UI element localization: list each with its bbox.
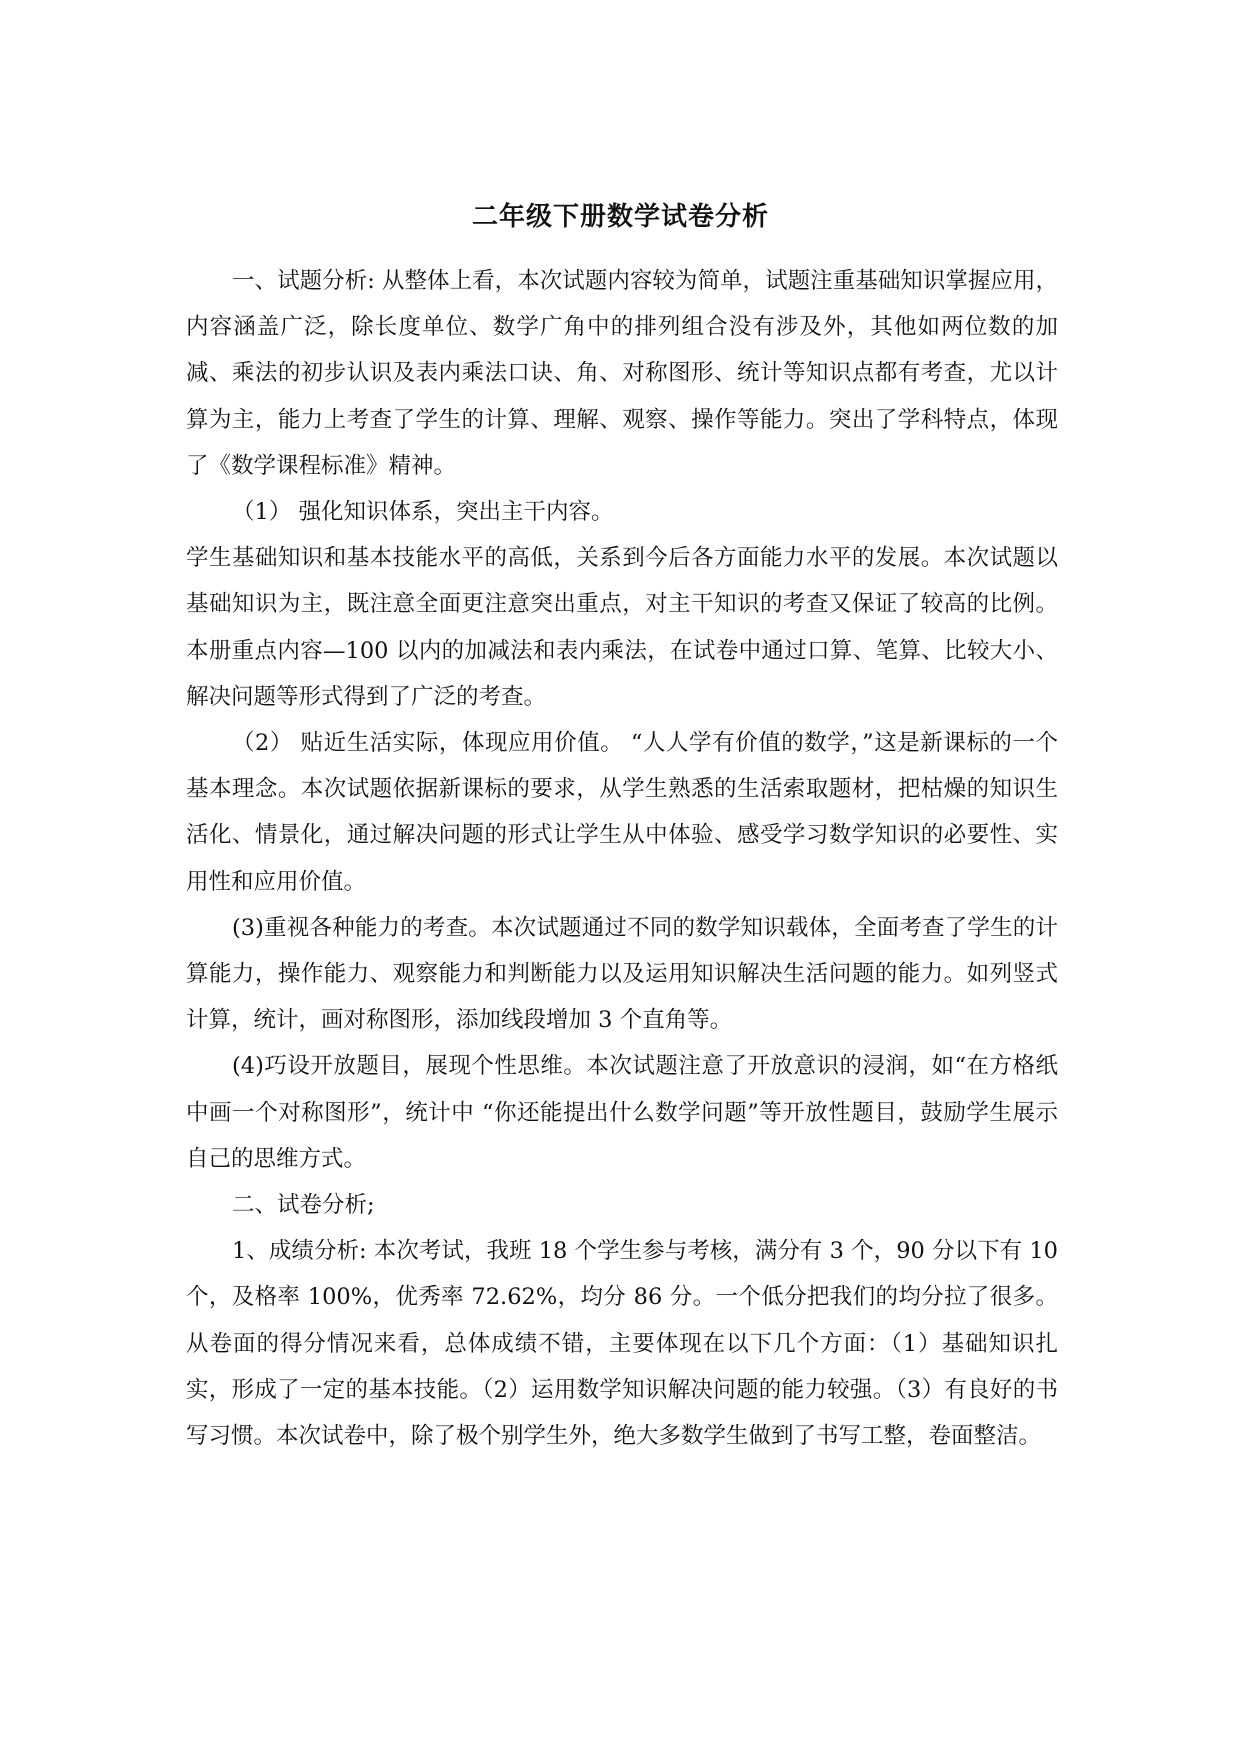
document-body xyxy=(186,258,1058,1459)
paragraph-point-3: (3)重视各种能力的考查。本次试题通过不同的数学知识载体，全面考查了学生的计算能力，操作能力、观察能力和判断能力以及运用知识解决生活问题的能力。如列竖式计算，统计，画对称图形，添加线段增加 3 个直角等。 xyxy=(186,914,1058,1034)
paragraph-point-2: （2） 贴近生活实际，体现应用价值。 “人人学有价值的数学，”这是新课标的一个基本理念。本次试题依据新课标的要求，从学生熟悉的生活索取题材，把枯燥的知识生活化、情景化，通过解决问题的形式让学生从中体验、感受学习数学知识的必要性、实用性和应用价值。 xyxy=(186,730,1058,895)
section-heading-paper-analysis: 二、试卷分析; xyxy=(232,1192,375,1219)
paragraph-score-analysis: 1、成绩分析: 本次考试，我班 18 个学生参与考核，满分有 3 个，90 分以下有 10 个，及格率 100%，优秀率 72.62%，均分 86 分。一个低分把我们的均分拉了很多。从卷面的得分情况来看，总体成绩不错，主要体现在以下几个方面：（1）基础知识扎实，形成了一定的基本技能。（2）运用数学知识解决问题的能力较强。（3）有良好的书写习惯。本次试卷中，除了极个别学生外，绝大多数学生做到了书写工整，卷面整洁。 xyxy=(186,1238,1058,1450)
paragraph-question-analysis: 一、试题分析: 从整体上看，本次试题内容较为简单，试题注重基础知识掌握应用，内容涵盖广泛，除长度单位、数学广角中的排列组合没有涉及外，其他如两位数的加减、乘法的初步认识及表内乘法口诀、角、对称图形、统计等知识点都有考查，尤以计算为主，能力上考查了学生的计算、理解、观察、操作等能力。突出了学科特点，体现了《数学课程标准》精神。 xyxy=(186,268,1058,479)
document-title: 二年级下册数学试卷分析 xyxy=(471,202,769,232)
paragraph-point-4: (4)巧设开放题目，展现个性思维。本次试题注意了开放意识的浸润，如“在方格纸中画一个对称图形”，统计中 “你还能提出什么数学问题”等开放性题目，鼓励学生展示自己的思维方式。 xyxy=(186,1053,1058,1172)
paragraph-point-1-body: 学生基础知识和基本技能水平的高低，关系到今后各方面能力水平的发展。本次试题以基础知识为主，既注意全面更注意突出重点，对主干知识的考查又保证了较高的比例。本册重点内容—100 以内的加减法和表内乘法，在试卷中通过口算、笔算、比较大小、解决问题等形式得到了广泛的考查。 xyxy=(186,545,1058,710)
paragraph-point-1-heading: （1） 强化知识体系，突出主干内容。 xyxy=(232,499,614,526)
